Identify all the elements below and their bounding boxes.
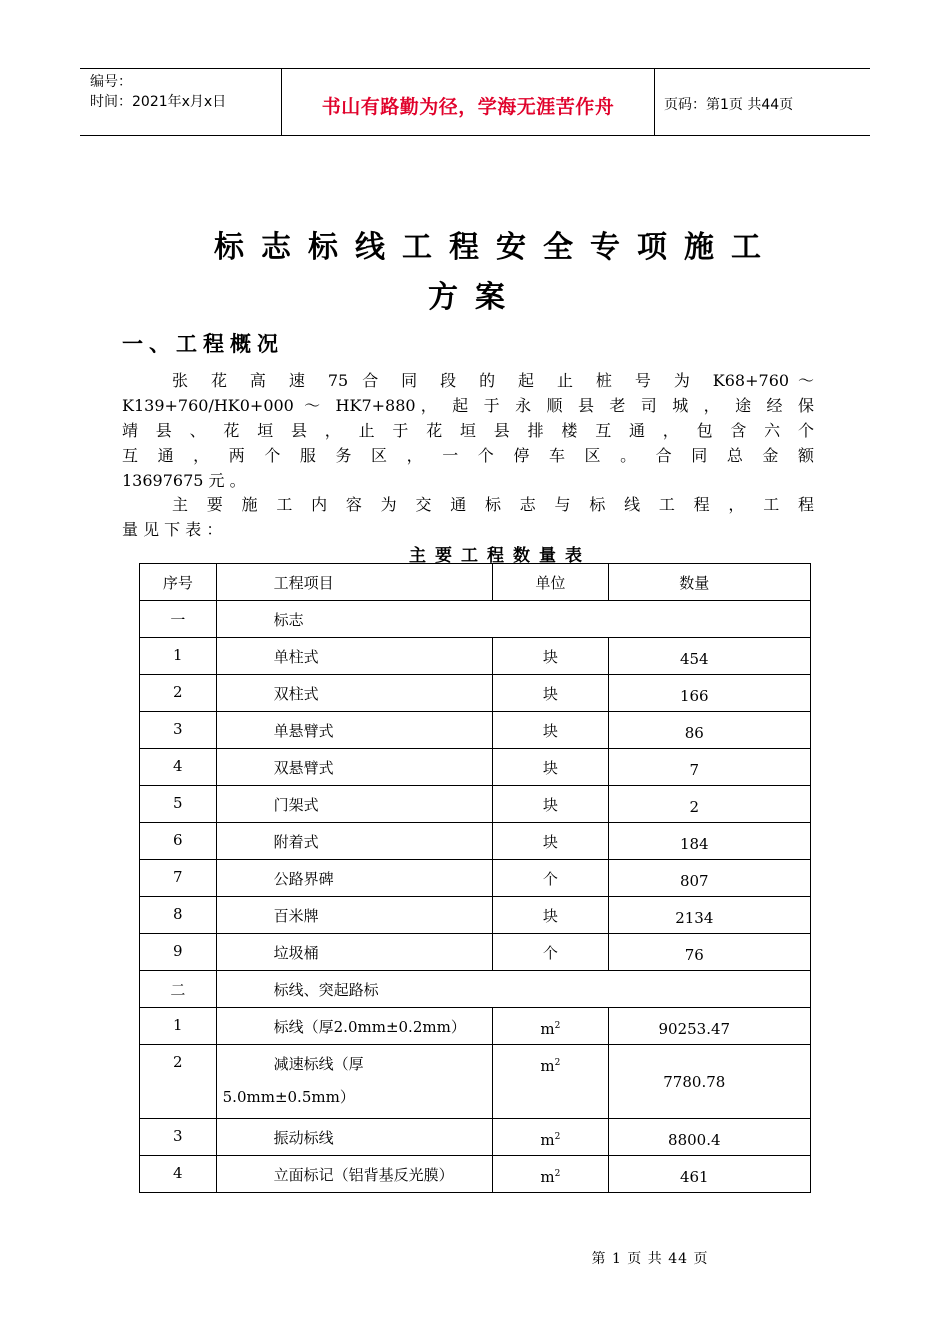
- header-top-rule: [80, 68, 870, 69]
- quantity-value: 184: [679, 835, 709, 853]
- paragraph-line: 13697675 元 。: [122, 471, 246, 490]
- item-cell: 双悬臂式: [216, 749, 492, 786]
- row-number: 3: [140, 712, 217, 749]
- quantity-value: 2: [689, 798, 700, 816]
- row-number: 6: [140, 823, 217, 860]
- quantity-value: 76: [684, 946, 704, 964]
- unit-cell: 块: [493, 897, 608, 934]
- quantity-cell: [608, 675, 810, 712]
- header-cell: 单位: [493, 564, 608, 601]
- quantity-value: 86: [684, 724, 704, 742]
- header-cell: 序号: [140, 564, 217, 601]
- unit-cell: 块: [493, 786, 608, 823]
- item-text-cont: 5.0mm±0.5mm）: [222, 1088, 355, 1106]
- table-row: [140, 1156, 811, 1193]
- quantity-value: 2134: [675, 909, 714, 927]
- item-cell: 振动标线: [216, 1119, 492, 1156]
- document-title-line1: 标志标线工程安全专项施工: [214, 230, 778, 265]
- item-cell: [216, 1045, 492, 1119]
- quantity-value: 454: [679, 650, 709, 668]
- table-group-row: [140, 971, 811, 1008]
- unit-cell: $m^2$: [493, 1008, 608, 1045]
- quantity-value: 166: [679, 687, 709, 705]
- unit-cell: 个: [493, 860, 608, 897]
- table-row: [140, 712, 811, 749]
- quantity-cell: [608, 1156, 810, 1193]
- quantity-value: 7780.78: [663, 1072, 726, 1091]
- quantity-value: 7: [689, 761, 700, 779]
- quantity-value: 90253.47: [658, 1020, 731, 1038]
- quantity-value: 8800.4: [668, 1131, 721, 1149]
- quantity-table: [139, 563, 811, 1193]
- paragraph-line: 靖 县 、 花 垣 县 ， 止 于 花 垣 县 排 楼 互 通 ， 包 含 六 个: [122, 421, 814, 440]
- paragraph-line: 量 见 下 表 ：: [122, 520, 223, 539]
- item-cell: 立面标记（铝背基反光膜）: [216, 1156, 492, 1193]
- paragraph-line: 主 要 施 工 内 容 为 交 通 标 志 与 标 线 工 程 ， 工 程: [172, 495, 814, 514]
- table-row: [140, 638, 811, 675]
- quantity-cell: [608, 638, 810, 675]
- unit-cell: 块: [493, 749, 608, 786]
- quantity-cell: [608, 786, 810, 823]
- quantity-cell: [608, 1045, 810, 1119]
- unit-cell: 块: [493, 675, 608, 712]
- quantity-value: 807: [679, 872, 709, 890]
- page-footer: 第 1 页 共 44 页: [591, 1251, 709, 1267]
- header-cell: 数量: [608, 564, 810, 601]
- table-group-row: [140, 601, 811, 638]
- table-row: [140, 934, 811, 971]
- paragraph-line: 张 花 高 速 75 合 同 段 的 起 止 桩 号 为 K68+760～: [172, 371, 814, 390]
- row-number: 2: [140, 675, 217, 712]
- unit-cell: $m^2$: [493, 1156, 608, 1193]
- row-number: 二: [140, 971, 217, 1008]
- header-divider: [654, 68, 655, 136]
- header-bottom-rule: [80, 135, 870, 136]
- table-caption: 主要工程数量表: [409, 546, 591, 566]
- table-row: [140, 1008, 811, 1045]
- row-number: 4: [140, 1156, 217, 1193]
- group-title: 标线、突起路标: [216, 971, 810, 1008]
- unit-cell: $m^2$: [493, 1045, 608, 1119]
- row-number: 1: [140, 638, 217, 675]
- table-row: [140, 860, 811, 897]
- number-label: 编号：: [90, 74, 132, 90]
- table-row: [140, 1119, 811, 1156]
- item-cell: 门架式: [216, 786, 492, 823]
- unit-cell: $m^2$: [493, 1119, 608, 1156]
- table-header-row: [140, 564, 811, 601]
- row-number: 4: [140, 749, 217, 786]
- quantity-value: 461: [679, 1168, 709, 1186]
- item-text: 减速标线（厚: [273, 1055, 364, 1073]
- item-cell: 公路界碑: [216, 860, 492, 897]
- table-row: [140, 675, 811, 712]
- quantity-cell: [608, 749, 810, 786]
- row-number: 9: [140, 934, 217, 971]
- header-motto: 书山有路勤为径，学海无涯苦作舟: [321, 96, 615, 118]
- quantity-cell: [608, 934, 810, 971]
- unit-cell: 块: [493, 638, 608, 675]
- time-label: 时间：2021年x月x日: [90, 94, 227, 110]
- table-row: [140, 1045, 811, 1119]
- paragraph-line: K139+760/HK0+000 ～ HK7+880， 起 于 永 顺 县 老 司 城 ， 途 经 保: [122, 396, 814, 415]
- quantity-cell: [608, 860, 810, 897]
- item-cell: 单柱式: [216, 638, 492, 675]
- paragraph-line: 互 通 ， 两 个 服 务 区 ， 一 个 停 车 区 。 合 同 总 金 额: [122, 446, 814, 465]
- overview-paragraph: [122, 368, 814, 493]
- unit-cell: 块: [493, 823, 608, 860]
- quantity-cell: [608, 823, 810, 860]
- row-number: 8: [140, 897, 217, 934]
- row-number: 2: [140, 1045, 217, 1119]
- quantity-cell: [608, 1008, 810, 1045]
- table-row: [140, 897, 811, 934]
- row-number: 7: [140, 860, 217, 897]
- section-heading: 一、工程概况: [122, 332, 284, 356]
- quantity-cell: [608, 712, 810, 749]
- item-cell: 双柱式: [216, 675, 492, 712]
- quantity-cell: [608, 897, 810, 934]
- header-meta: [90, 72, 226, 112]
- unit-cell: 块: [493, 712, 608, 749]
- header-cell: 工程项目: [216, 564, 492, 601]
- item-cell: 百米牌: [216, 897, 492, 934]
- item-cell: 垃圾桶: [216, 934, 492, 971]
- item-cell: 标线（厚2.0mm±0.2mm）: [216, 1008, 492, 1045]
- table-row: [140, 823, 811, 860]
- row-number: 一: [140, 601, 217, 638]
- item-cell: 附着式: [216, 823, 492, 860]
- page-info: 页码：第1页 共44页: [664, 97, 794, 113]
- item-cell: 单悬臂式: [216, 712, 492, 749]
- table-row: [140, 749, 811, 786]
- row-number: 1: [140, 1008, 217, 1045]
- group-title: 标志: [216, 601, 810, 638]
- unit-cell: 个: [493, 934, 608, 971]
- quantity-cell: [608, 1119, 810, 1156]
- document-title-line2: 方案: [428, 280, 522, 315]
- table-row: [140, 786, 811, 823]
- row-number: 3: [140, 1119, 217, 1156]
- row-number: 5: [140, 786, 217, 823]
- scope-paragraph: [122, 492, 814, 542]
